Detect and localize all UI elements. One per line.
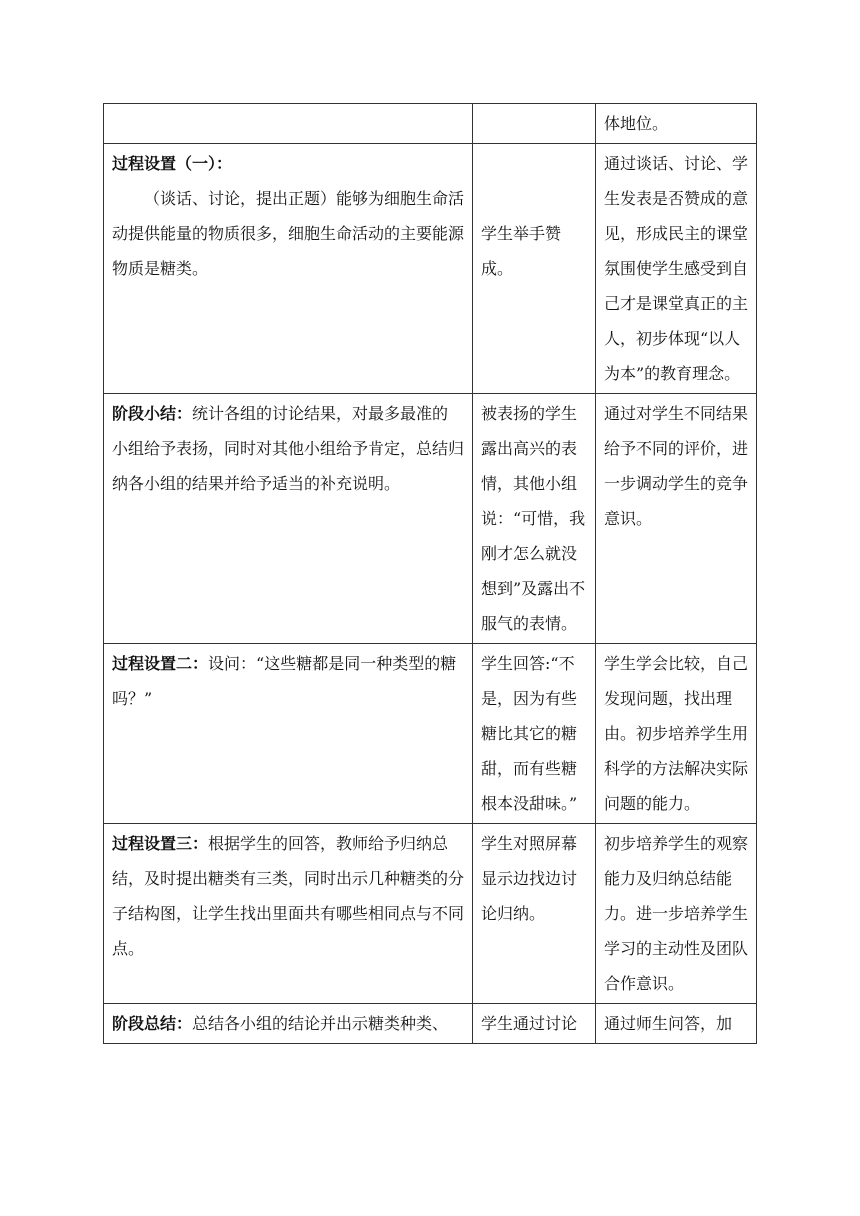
cell-text: 学生举手赞成。 <box>481 224 562 278</box>
table-cell <box>473 144 596 394</box>
cell-text: 统计各组的讨论结果，对最多最准的小组给予表扬，同时对其他小组给予肯定，总结归纳各小组的结果并给予适当的补充说明。 <box>112 404 465 493</box>
table-row <box>104 394 757 644</box>
cell-text: 设问：“这些糖都是同一种类型的糖吗？” <box>112 654 457 708</box>
cell-text: 总结各小组的结论并出示糖类种类、 <box>192 1014 449 1033</box>
table-row <box>104 144 757 394</box>
table-cell: 学生回答:“不是，因为有些糖比其它的糖甜，而有些糖根本没甜味。” <box>473 644 596 824</box>
table-row <box>104 1004 757 1044</box>
cell-text: （谈话、讨论，提出正题）能够为细胞生命活动提供能量的物质很多，细胞生命活动的主要能源物质是糖类。 <box>112 189 465 278</box>
cell-lead-label: 过程设置（一）： <box>112 154 233 173</box>
table-cell <box>104 394 473 644</box>
table-row <box>104 104 757 144</box>
cell-lead-label: 阶段小结： <box>112 404 193 423</box>
cell-text: 根据学生的回答，教师给予归纳总结，及时提出糖类有三类，同时出示几种糖类的分子结构图，让学生找出里面共有哪些相同点与不同点。 <box>112 834 465 958</box>
table-cell: 通过对学生不同结果给予不同的评价，进一步调动学生的竞争意识。 <box>596 394 757 644</box>
table-cell: 通过师生问答，加 <box>596 1004 757 1044</box>
table-cell <box>104 824 473 1004</box>
lesson-plan-table <box>103 103 757 1044</box>
table-cell: 学生通过讨论 <box>473 1004 596 1044</box>
table-cell <box>104 144 473 394</box>
table-cell <box>473 104 596 144</box>
table-cell <box>104 1004 473 1044</box>
table-cell: 被表扬的学生露出高兴的表情，其他小组说：“可惜，我刚才怎么就没想到”及露出不服气的表情。 <box>473 394 596 644</box>
table-cell: 学生对照屏幕显示边找边讨论归纳。 <box>473 824 596 1004</box>
table-cell: 通过谈话、讨论、学生发表是否赞成的意见，形成民主的课堂氛围使学生感受到自己才是课堂真正的主人，初步体现“以人为本”的教育理念。 <box>596 144 757 394</box>
table-row <box>104 644 757 824</box>
table-cell: 初步培养学生的观察能力及归纳总结能力。进一步培养学生学习的主动性及团队合作意识。 <box>596 824 757 1004</box>
cell-lead-label: 过程设置三： <box>112 834 209 853</box>
table-cell <box>104 104 473 144</box>
table-cell <box>104 644 473 824</box>
table-cell: 体地位。 <box>596 104 757 144</box>
table-row <box>104 824 757 1004</box>
cell-lead-label: 过程设置二： <box>112 654 209 673</box>
cell-lead-label: 阶段总结： <box>112 1014 193 1033</box>
table-cell: 学生学会比较，自己发现问题，找出理由。初步培养学生用科学的方法解决实际问题的能力。 <box>596 644 757 824</box>
